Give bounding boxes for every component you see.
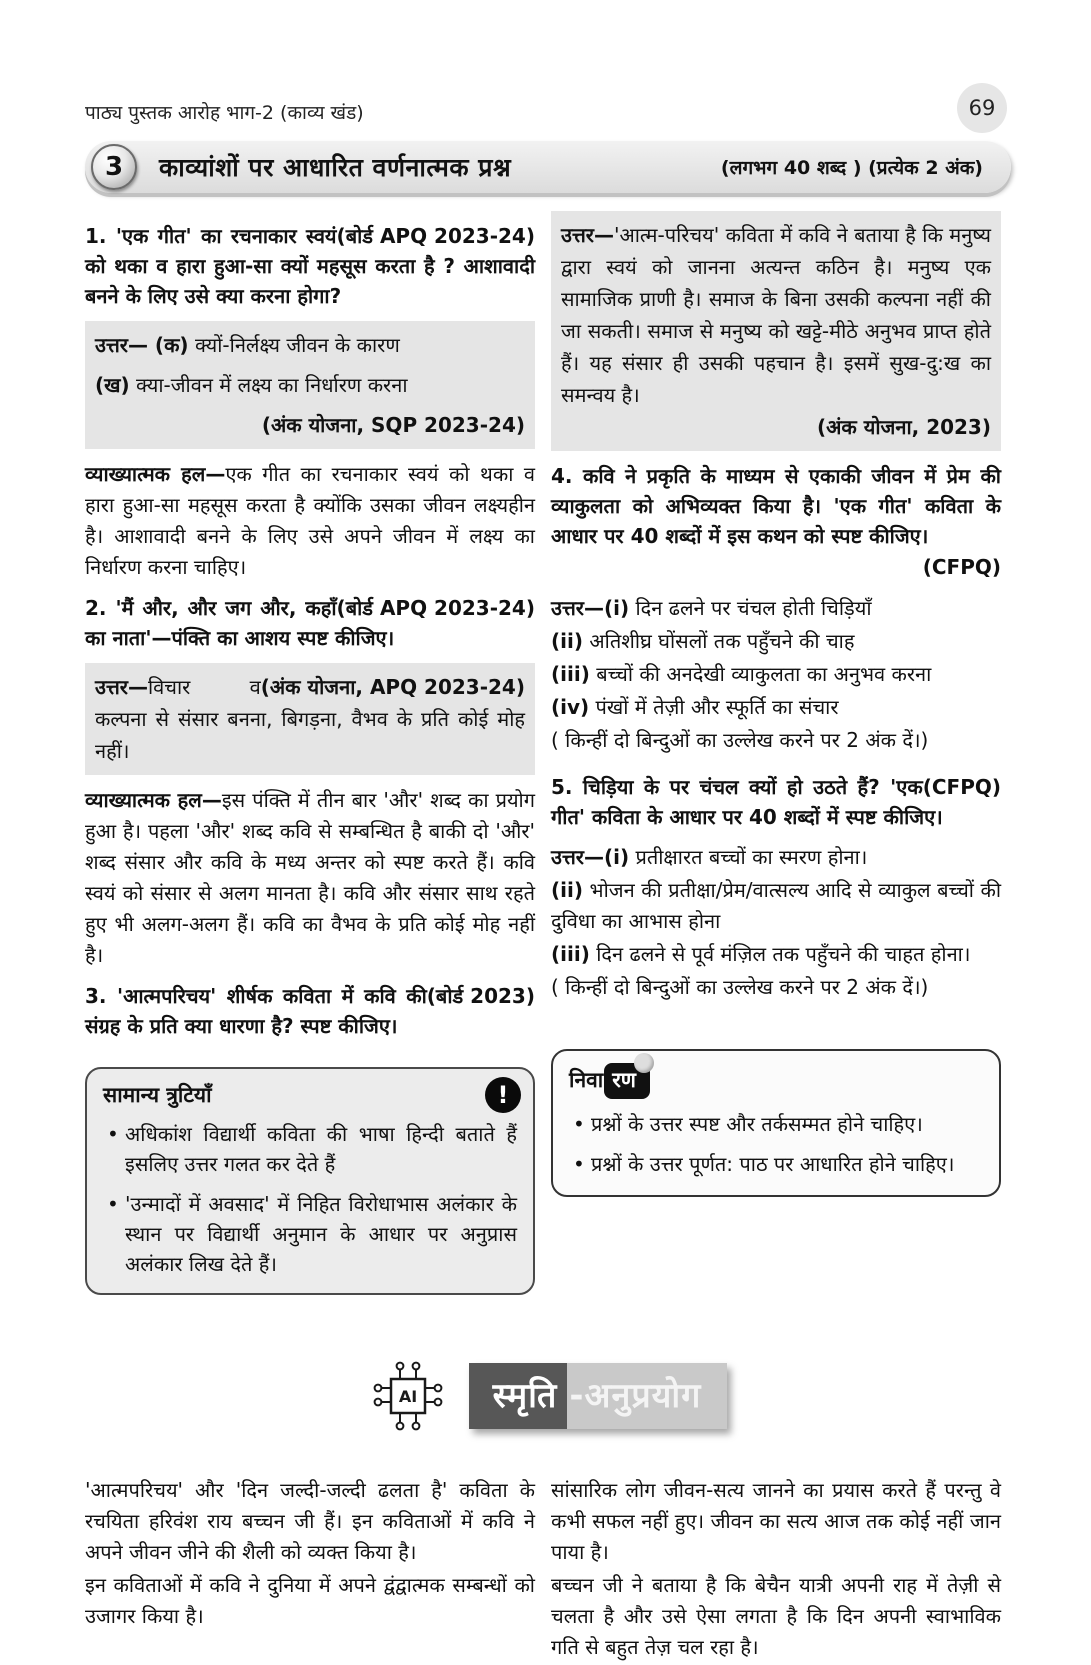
answer-4-line: [551, 659, 1001, 690]
question-1: [85, 221, 535, 311]
question-5-source: (CFPQ): [922, 775, 1001, 799]
answer-4-text: दिन ढलने पर चंचल होती चिड़ियाँ: [635, 596, 872, 620]
exclamation-icon: !: [485, 1077, 521, 1113]
question-2-source: (बोर्ड APQ 2023-24): [336, 596, 535, 620]
explanation-2-text: इस पंक्ति में तीन बार 'और' शब्द का प्रयोग हुआ है। पहला 'और' शब्द कवि से सम्बन्धित है बाकी दो 'और' शब्द संसार और कवि के मध्य अन्तर को स्पष्ट करते हैं। कवि स्वयं को संसार से अलग मानता है। कवि और संसार साथ रहते हुए भी अलग-अलग हैं। कवि का वैभव के प्रति कोई मोह नहीं है।: [85, 788, 535, 967]
summary-right-column: [551, 1475, 1001, 1665]
question-5: [551, 772, 1001, 832]
answer-2-text: विचार व कल्पना से संसार बनना, बिगड़ना, वैभव के प्रति कोई मोह नहीं।: [95, 675, 525, 763]
remedy-item: • प्रश्नों के उत्तर पूर्णत: पाठ पर आधारित होने चाहिए।: [569, 1149, 983, 1179]
memory-application-banner: [469, 1363, 728, 1429]
answer-4-num: (iii): [551, 662, 590, 686]
answer-1-line-2-text: क्या-जीवन में लक्ष्य का निर्धारण करना: [136, 373, 408, 397]
summary-paragraph: सांसारिक लोग जीवन-सत्य जानने का प्रयास करते हैं परन्तु वे कभी सफल नहीं हुए। जीवन का सत्य आज तक कोई नहीं जान पाया है।: [551, 1478, 1001, 1564]
answer-4-num: उत्तर—(i): [551, 596, 630, 620]
left-column: [85, 211, 535, 1295]
pin-icon: [634, 1053, 654, 1073]
question-4-source: (CFPQ): [922, 555, 1001, 579]
explanation-1: [85, 459, 535, 583]
section-title: काव्यांशों पर आधारित वर्णनात्मक प्रश्न: [159, 153, 512, 182]
answer-3-text: 'आत्म-परिचय' कविता में कवि ने बताया है कि मनुष्य द्वारा स्वयं को जानना अत्यन्त कठिन है। मनुष्य एक सामाजिक प्राणी है। समाज के बिना उसकी कल्पना नहीं की जा सकती। समाज से मनुष्य को खट्टे-मीठे अनुभव प्राप्त होते हैं। यह संसार ही उसकी पहचान है। इसमें सुख-दु:ख का समन्वय है।: [561, 223, 991, 407]
answer-4-num: (iv): [551, 695, 590, 719]
book-title: पाठ्य पुस्तक आरोह भाग-2 (काव्य खंड): [85, 102, 364, 124]
memory-banner-light-part: -अनुप्रयोग: [567, 1363, 727, 1429]
answer-4-text: बच्चों की अनदेखी व्याकुलता का अनुभव करना: [596, 662, 932, 686]
answer-4-line: [551, 593, 1001, 624]
ai-chip-icon: [369, 1357, 447, 1435]
answer-5-num: (ii): [551, 878, 583, 902]
summary-columns: [85, 1475, 1011, 1665]
section-number-badge: 3: [91, 144, 137, 190]
answer-5-num: उत्तर—(i): [551, 845, 630, 869]
remedy-box: [551, 1049, 1001, 1197]
common-error-item: • अधिकांश विद्यार्थी कविता की भाषा हिन्दी बताते हैं इसलिए उत्तर गलत कर देते हैं: [103, 1119, 517, 1179]
answer-1-line-2-label: (ख): [95, 373, 130, 397]
answer-2-label: उत्तर—: [95, 675, 148, 699]
answer-5-text: प्रतीक्षारत बच्चों का स्मरण होना।: [635, 845, 868, 869]
explanation-2: [85, 785, 535, 971]
question-3-source: (बोर्ड 2023): [426, 984, 535, 1008]
answer-1-line-1-text: क्यों-निर्लक्ष्य जीवन के कारण: [194, 333, 400, 357]
remedy-title-plain: निवा: [569, 1068, 604, 1092]
common-errors-title: सामान्य त्रुटियाँ: [103, 1083, 212, 1107]
question-2-text: 2. 'मैं और, और जग और, कहाँ का नाता'—पंक्ति का आशय स्पष्ट कीजिए।: [85, 596, 395, 650]
question-5-text: 5. चिड़िया के पर चंचल क्यों हो उठते हैं? 'एक गीत' कविता के आधार पर 40 शब्दों में स्पष्ट कीजिए।: [551, 775, 943, 829]
common-error-item: • 'उन्मादों में अवसाद' में निहित विरोधाभास अलंकार के स्थान पर विद्यार्थी अनुमान के आधार पर अनुप्रास अलंकार लिख देते हैं।: [103, 1189, 517, 1279]
explanation-2-label: व्याख्यात्मक हल—: [85, 788, 222, 812]
answer-5-line: [551, 875, 1001, 937]
explanation-1-text: एक गीत का रचनाकार स्वयं को थका व हारा हुआ-सा महसूस करता है क्योंकि उसका जीवन लक्ष्यहीन है। आशावादी बनने के लिए उसे अपने जीवन में लक्ष्य का निर्धारण करना चाहिए।: [85, 462, 535, 579]
answer-4-line: [551, 626, 1001, 657]
page-number-badge: 69: [957, 83, 1007, 133]
answer-4-text: पंखों में तेज़ी और स्फूर्ति का संचार: [595, 695, 839, 719]
answer-4-text: अतिशीघ्र घोंसलों तक पहुँचने की चाह: [589, 629, 855, 653]
answer-4-num: (ii): [551, 629, 583, 653]
answer-5-line: [551, 842, 1001, 873]
memory-application-section: [85, 1357, 1011, 1435]
answer-5-text: भोजन की प्रतीक्षा/प्रेम/वात्सल्य आदि से व्याकुल बच्चों की दुविधा का आभास होना: [551, 878, 1002, 933]
answer-5-text: दिन ढलने से पूर्व मंज़िल तक पहुँचने की चाहत होना।: [596, 942, 971, 966]
summary-paragraph: इन कविताओं में कवि ने दुनिया में अपने द्वंद्वात्मक सम्बन्धों को उजागर किया है।: [85, 1573, 535, 1628]
answer-1-line-2: [95, 369, 525, 401]
answer-1-line-1: [95, 329, 525, 361]
answer-5-note: ( किन्हीं दो बिन्दुओं का उल्लेख करने पर 2 अंक दें।): [551, 975, 929, 999]
answer-3-source: (अंक योजना, 2023): [816, 415, 991, 439]
answer-4-note: ( किन्हीं दो बिन्दुओं का उल्लेख करने पर 2 अंक दें।): [551, 728, 929, 752]
remedy-item: • प्रश्नों के उत्तर स्पष्ट और तर्कसम्मत होने चाहिए।: [569, 1109, 983, 1139]
main-columns: [85, 211, 1011, 1295]
remedy-title: [569, 1063, 650, 1099]
remedy-list: [569, 1109, 983, 1179]
question-1-text: 1. 'एक गीत' का रचनाकार स्वयं को थका व हारा हुआ-सा क्यों महसूस करता है ? आशावादी बनने के लिए उसे क्या करना होगा?: [85, 224, 535, 308]
remedy-title-tag-text: रण: [612, 1068, 636, 1092]
memory-banner-dark-part: स्मृति: [469, 1363, 568, 1429]
question-1-source: (बोर्ड APQ 2023-24): [336, 224, 535, 248]
summary-left-column: [85, 1475, 535, 1665]
answer-1-source: (अंक योजना, SQP 2023-24): [261, 413, 525, 437]
answer-5-num: (iii): [551, 942, 590, 966]
summary-paragraph: बच्चन जी ने बताया है कि बेचैन यात्री अपनी राह में तेज़ी से चलता है और उसे ऐसा लगता है कि दिन अपनी स्वाभाविक गति से बहुत तेज़ चल रहा है।: [551, 1573, 1001, 1659]
section-banner: [85, 141, 1011, 193]
answer-1-label: उत्तर— (क): [95, 333, 189, 357]
remedy-title-tag: [604, 1063, 650, 1099]
answer-4: [551, 593, 1001, 756]
answer-2-box: [85, 663, 535, 775]
answer-3-box: [551, 211, 1001, 451]
answer-4-line: [551, 692, 1001, 723]
common-errors-box: [85, 1067, 535, 1295]
common-errors-list: [103, 1119, 517, 1279]
question-4-text: 4. कवि ने प्रकृति के माध्यम से एकाकी जीवन में प्रेम की व्याकुलता को अभिव्यक्त किया है। 'एक गीत' कविता के आधार पर 40 शब्दों में इस कथन को स्पष्ट कीजिए।: [551, 464, 1001, 548]
answer-3-label: उत्तर—: [561, 223, 614, 247]
summary-paragraph: 'आत्मपरिचय' और 'दिन जल्दी-जल्दी ढलता है' कविता के रचयिता हरिवंश राय बच्चन जी हैं। इन कविताओं में कवि ने अपने जीवन जीने की शैली को व्यक्त किया है।: [85, 1478, 535, 1564]
page-header: [85, 85, 1011, 137]
explanation-1-label: व्याख्यात्मक हल—: [85, 462, 226, 486]
question-3-text: 3. 'आत्मपरिचय' शीर्षक कविता में कवि की संग्रह के प्रति क्या धारणा है? स्पष्ट कीजिए।: [85, 984, 427, 1038]
question-2: [85, 593, 535, 653]
answer-5-line: [551, 939, 1001, 970]
question-3: [85, 981, 535, 1041]
answer-1-box: [85, 321, 535, 449]
svg-text:AI: AI: [398, 1387, 417, 1406]
section-marks-note: (लगभग 40 शब्द ) (प्रत्येक 2 अंक): [720, 157, 983, 179]
right-column: [551, 211, 1001, 1295]
answer-5: [551, 842, 1001, 1003]
question-4: [551, 461, 1001, 551]
answer-2-source: (अंक योजना, APQ 2023-24): [260, 675, 525, 699]
